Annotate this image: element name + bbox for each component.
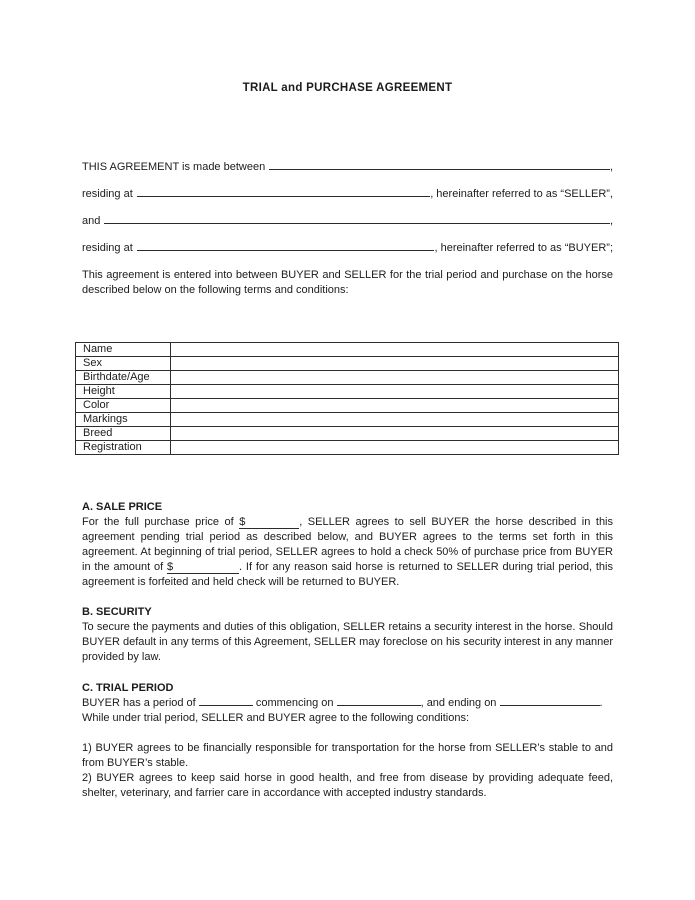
trial-period-conditions-intro: While under trial period, SELLER and BUYER agree to the following conditions: bbox=[82, 712, 470, 724]
buyer-address-line-text: residing at bbox=[82, 242, 133, 254]
dollar-sign: $ bbox=[167, 561, 174, 573]
condition-item-2: 2) BUYER agrees to keep said horse in good health, and free from disease by providing adequate feed, shelter, veterinary, and farrier care in accordance with accepted industry standards. bbox=[82, 772, 613, 799]
buyer-name-line-text: and bbox=[82, 215, 101, 227]
trial-period-fill-line bbox=[82, 696, 613, 711]
table-row bbox=[76, 413, 619, 427]
table-row-value bbox=[171, 399, 619, 413]
seller-name-blank bbox=[269, 169, 610, 170]
sale-price-text-1: For the full purchase price of bbox=[82, 516, 234, 528]
seller-address-line bbox=[82, 187, 613, 201]
section-security bbox=[82, 605, 613, 665]
table-row-label: Sex bbox=[76, 357, 171, 371]
table-row bbox=[76, 427, 619, 441]
trial-period-text-3: , and ending on bbox=[420, 697, 497, 709]
horse-details-table-body bbox=[76, 343, 619, 455]
section-heading-trial-period: C. TRIAL PERIOD bbox=[82, 682, 174, 694]
security-paragraph: To secure the payments and duties of this obligation, SELLER retains a security interest in the horse. Should BUYER default in any terms of this Agreement, SELLER may foreclose on his security interest in any manner provided by law. bbox=[82, 621, 613, 663]
deposit-amount-blank bbox=[167, 562, 239, 574]
buyer-designation-text: , hereinafter referred to as “BUYER”; bbox=[434, 242, 613, 254]
buyer-name-blank bbox=[104, 223, 610, 224]
seller-designation-text: , hereinafter referred to as “SELLER”, bbox=[430, 188, 613, 200]
seller-name-line-text: THIS AGREEMENT is made between bbox=[82, 161, 266, 173]
table-row-label: Breed bbox=[76, 427, 171, 441]
buyer-address-line bbox=[82, 241, 613, 255]
horse-details-table bbox=[75, 342, 619, 455]
section-sale-price bbox=[82, 500, 613, 590]
condition-item-1: 1) BUYER agrees to be financially responsible for transportation for the horse from SELLER’s stable to and from BUYER’s stable. bbox=[82, 742, 613, 769]
sale-price-paragraph bbox=[82, 515, 613, 590]
table-row-label: Height bbox=[76, 385, 171, 399]
conditions-list bbox=[82, 741, 613, 801]
parties-section bbox=[82, 160, 613, 255]
dollar-sign: $ bbox=[239, 516, 246, 528]
trial-period-text-1: BUYER has a period of bbox=[82, 697, 196, 709]
table-row-label: Registration bbox=[76, 441, 171, 455]
section-heading-sale-price: A. SALE PRICE bbox=[82, 501, 163, 513]
table-row-value bbox=[171, 371, 619, 385]
table-row-value bbox=[171, 357, 619, 371]
buyer-address-blank bbox=[137, 250, 435, 251]
table-row bbox=[76, 399, 619, 413]
table-row-label: Color bbox=[76, 399, 171, 413]
table-row bbox=[76, 441, 619, 455]
end-date-blank bbox=[500, 705, 600, 706]
table-row-value bbox=[171, 413, 619, 427]
buyer-name-line bbox=[82, 214, 613, 228]
sale-price-text-3: . If for any reason said horse is returned to SELLER during trial period, this agreement is forfeited and held check will be returned to BUYER. bbox=[82, 561, 613, 588]
sale-price-text-2: , SELLER agrees to sell BUYER the horse described in this agreement pending trial period as described below, and BUYER agrees to the terms set forth in this agreement. At beginning of trial period, SELLER agrees to hold a check 50% of purchase price from BUYER in the amount of bbox=[82, 516, 613, 573]
table-row-label: Birthdate/Age bbox=[76, 371, 171, 385]
purchase-price-blank bbox=[239, 517, 299, 529]
table-row-value bbox=[171, 343, 619, 357]
trial-length-blank bbox=[199, 705, 253, 706]
intro-paragraph: This agreement is entered into between BUYER and SELLER for the trial period and purchase on the horse described below on the following terms and conditions: bbox=[82, 269, 613, 296]
table-row-value bbox=[171, 441, 619, 455]
seller-name-line-punct: , bbox=[609, 161, 613, 173]
seller-address-line-text: residing at bbox=[82, 188, 133, 200]
table-row bbox=[76, 385, 619, 399]
table-row bbox=[76, 371, 619, 385]
section-heading-security: B. SECURITY bbox=[82, 606, 152, 618]
table-row bbox=[76, 357, 619, 371]
trial-period-text-2: commencing on bbox=[255, 697, 334, 709]
seller-name-line bbox=[82, 160, 613, 174]
table-row-value bbox=[171, 385, 619, 399]
document-title: TRIAL and PURCHASE AGREEMENT bbox=[242, 82, 453, 94]
table-row bbox=[76, 343, 619, 357]
seller-address-blank bbox=[137, 196, 430, 197]
table-row-value bbox=[171, 427, 619, 441]
section-trial-period bbox=[82, 681, 613, 726]
buyer-name-line-punct: , bbox=[609, 215, 613, 227]
start-date-blank bbox=[337, 705, 421, 706]
trial-period-text-4: . bbox=[599, 697, 603, 709]
table-row-label: Name bbox=[76, 343, 171, 357]
document-content bbox=[0, 160, 695, 801]
table-row-label: Markings bbox=[76, 413, 171, 427]
